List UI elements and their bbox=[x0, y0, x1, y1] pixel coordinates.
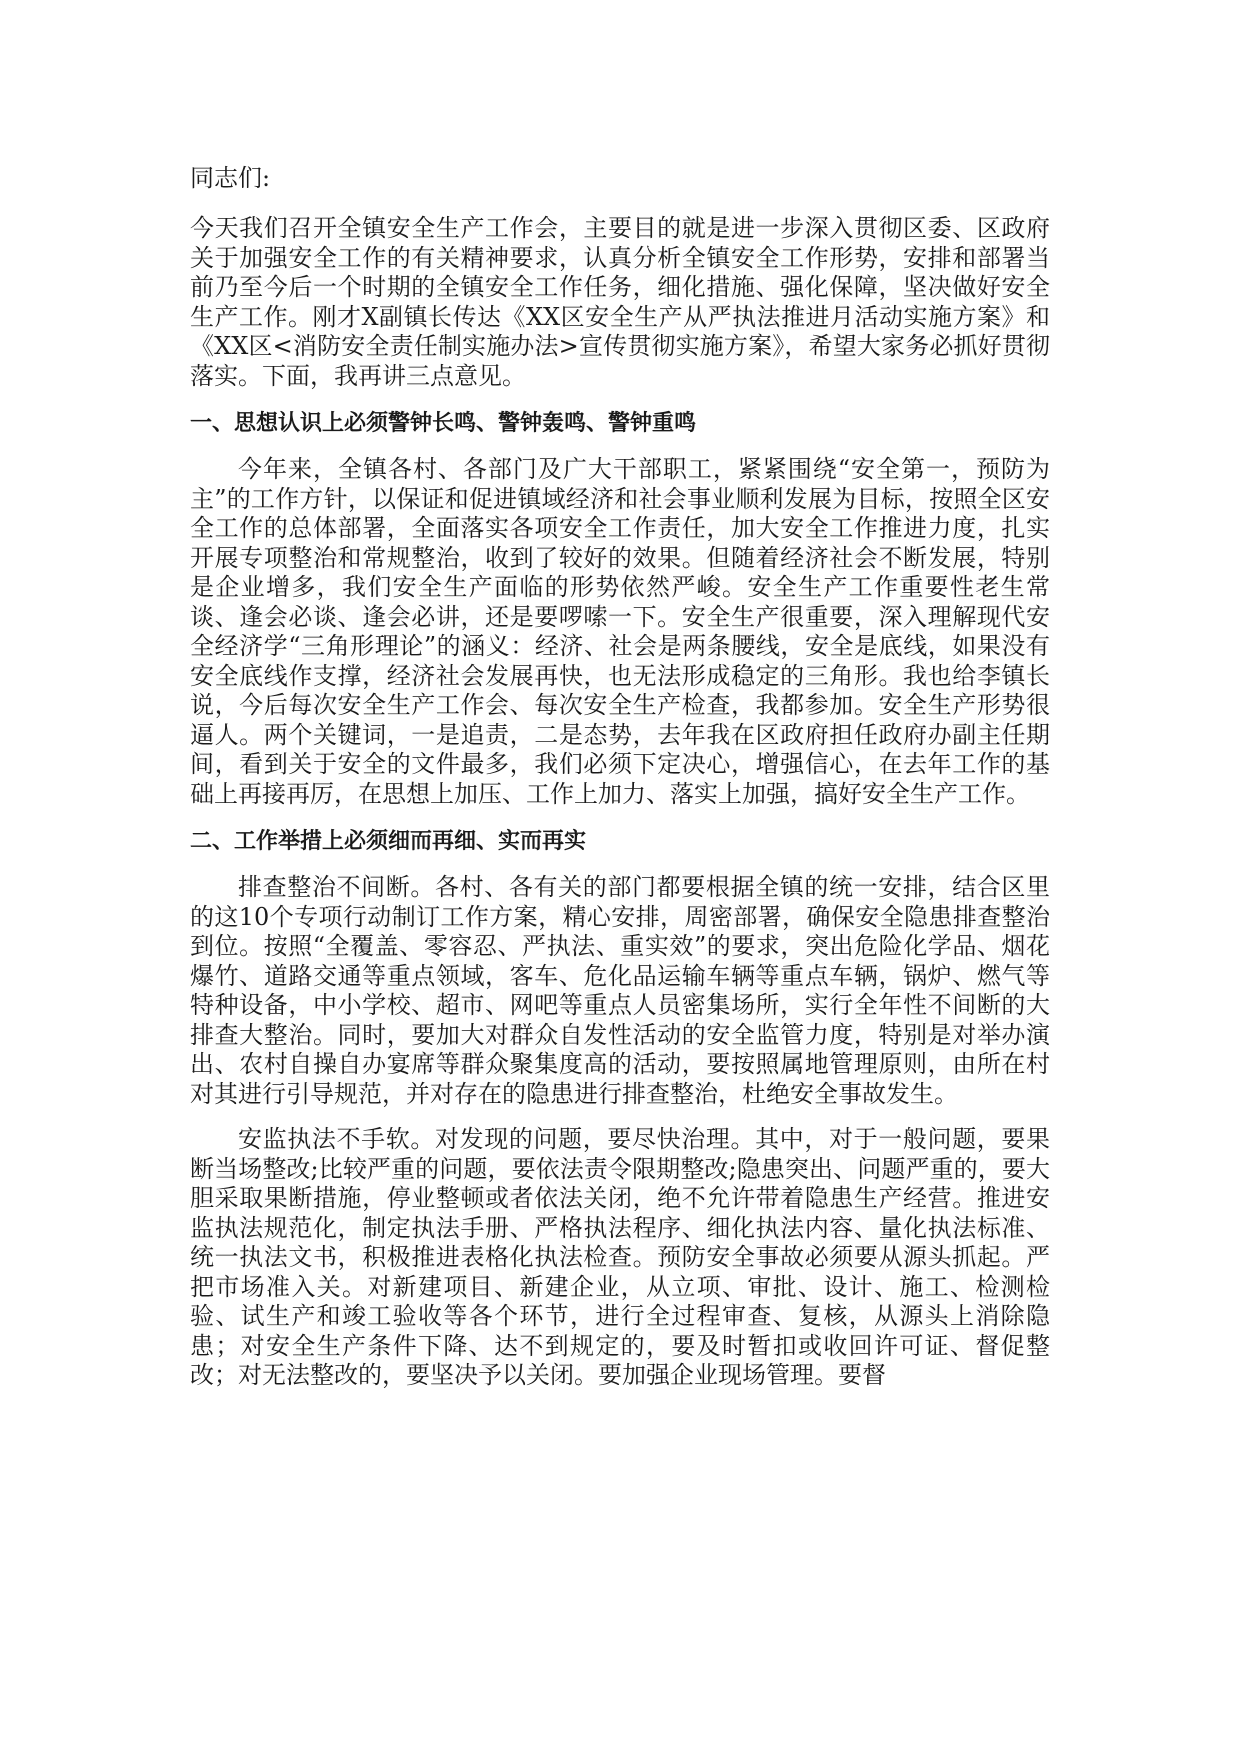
section-2-paragraph-1: 排查整治不间断。各村、各有关的部门都要根据全镇的统一安排，结合区里的这10个专项行动制订工作方案，精心安排，周密部署，确保安全隐患排查整治到位。按照“全覆盖、零容忍、严执法、重实效”的要求，突出危险化学品、烟花爆竹、道路交通等重点领域，客车、危化品运输车辆等重点车辆，锅炉、燃气等特种设备，中小学校、超市、网吧等重点人员密集场所，实行全年性不间断的大排查大整治。同时，要加大对群众自发性活动的安全监管力度，特别是对举办演出、农村自操自办宴席等群众聚集度高的活动，要按照属地管理原则，由所在村对其进行引导规范，并对存在的隐患进行排查整治，杜绝安全事故发生。 bbox=[190, 873, 1050, 1108]
section-2-paragraph-2: 安监执法不手软。对发现的问题，要尽快治理。其中，对于一般问题，要果断当场整改;比较严重的问题，要依法责令限期整改;隐患突出、问题严重的，要大胆采取果断措施，停业整顿或者依法关闭，绝不允许带着隐患生产经营。推进安监执法规范化，制定执法手册、严格执法程序、细化执法内容、量化执法标准、统一执法文书，积极推进表格化执法检查。预防安全事故必须要从源头抓起。严把市场准入关。对新建项目、新建企业，从立项、审批、设计、施工、检测检验、试生产和竣工验收等各个环节，进行全过程审查、复核，从源头上消除隐患；对安全生产条件下降、达不到规定的，要及时暂扣或收回许可证、督促整改；对无法整改的，要坚决予以关闭。要加强企业现场管理。要督 bbox=[190, 1125, 1050, 1389]
section-1-paragraph: 今年来，全镇各村、各部门及广大干部职工，紧紧围绕“安全第一，预防为主”的工作方针，以保证和促进镇域经济和社会事业顺利发展为目标，按照全区安全工作的总体部署，全面落实各项安全工作责任，加大安全工作推进力度，扎实开展专项整治和常规整治，收到了较好的效果。但随着经济社会不断发展，特别是企业增多，我们安全生产面临的形势依然严峻。安全生产工作重要性老生常谈、逢会必谈、逢会必讲，还是要啰嗦一下。安全生产很重要，深入理解现代安全经济学“三角形理论”的涵义：经济、社会是两条腰线，安全是底线，如果没有安全底线作支撑，经济社会发展再快，也无法形成稳定的三角形。我也给李镇长说，今后每次安全生产工作会、每次安全生产检查，我都参加。安全生产形势很逼人。两个关键词，一是追责，二是态势，去年我在区政府担任政府办副主任期间，看到关于安全的文件最多，我们必须下定决心，增强信心，在去年工作的基础上再接再厉，在思想上加压、工作上加力、落实上加强，搞好安全生产工作。 bbox=[190, 455, 1050, 808]
intro-paragraph: 今天我们召开全镇安全生产工作会，主要目的就是进一步深入贯彻区委、区政府关于加强安全工作的有关精神要求，认真分析全镇安全工作形势，安排和部署当前乃至今后一个时期的全镇安全工作任务，细化措施、强化保障，坚决做好安全生产工作。刚才X副镇长传达《XX区安全生产从严执法推进月活动实施方案》和《XX区<消防安全责任制实施办法>宣传贯彻实施方案》，希望大家务必抓好贯彻落实。下面，我再讲三点意见。 bbox=[190, 214, 1050, 390]
section-1-heading: 一、思想认识上必须警钟长鸣、警钟轰鸣、警钟重鸣 bbox=[190, 411, 697, 436]
document-page bbox=[190, 160, 1050, 1407]
section-2-heading: 二、工作举措上必须细而再细、实而再实 bbox=[190, 829, 587, 854]
greeting: 同志们: bbox=[190, 164, 271, 192]
